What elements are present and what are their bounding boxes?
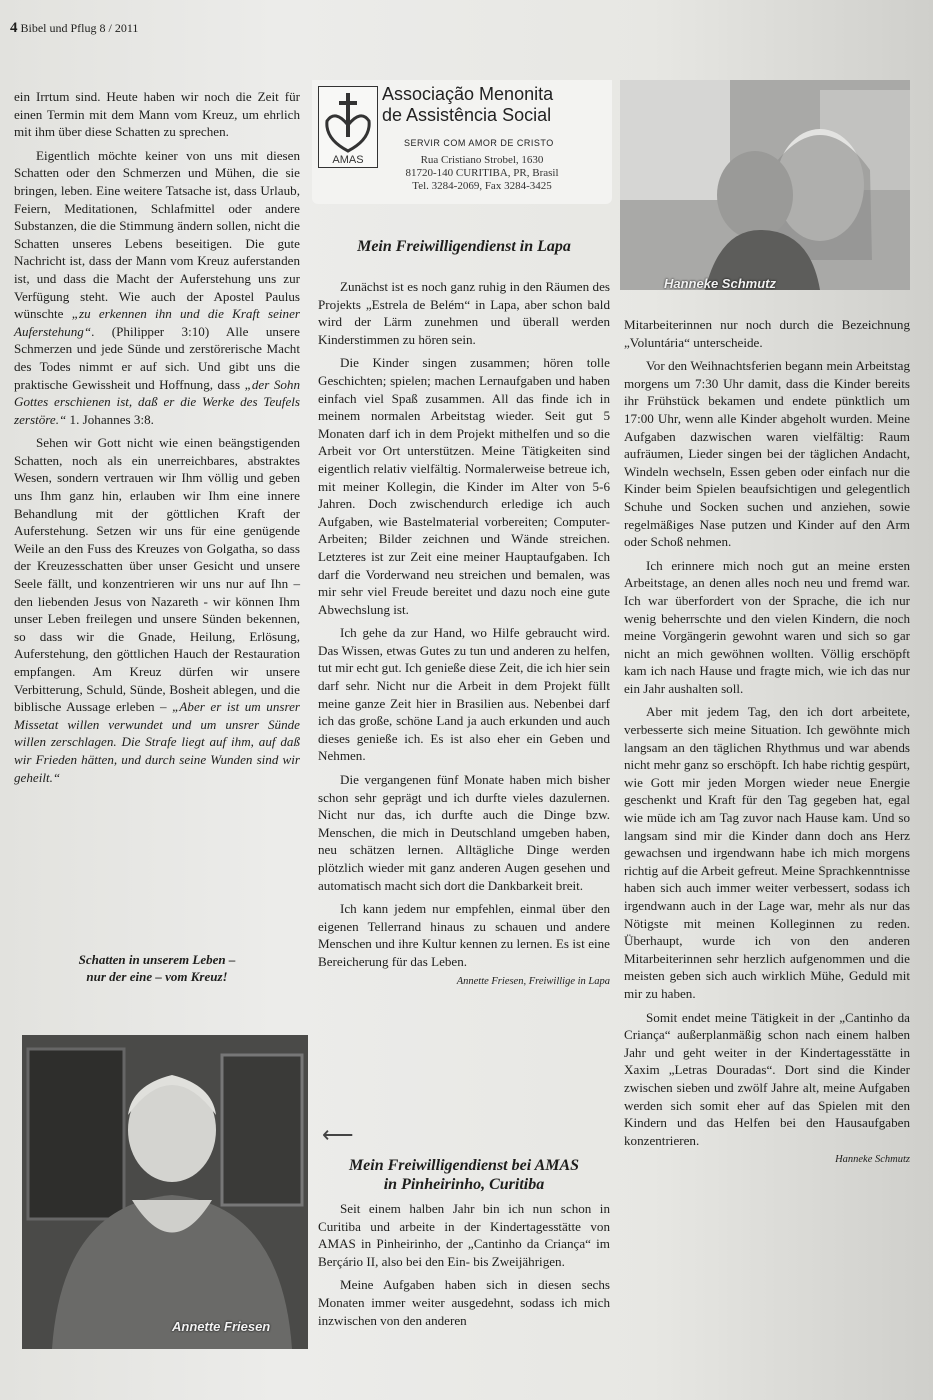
scripture-quote: „Aber er ist um unsrer Missetat willen verwundet und um unsrer Sünde willen zerschlagen. Die Strafe liegt auf ihm, auf daß wir Frieden hätten, und durch seine Wunden sind wir geheilt.“ [14,699,300,785]
paragraph: Zunächst ist es noch ganz ruhig in den Räumen des Projekts „Estrela de Belém“ in Lapa, aber schon bald wird der Lärm zunehmen und überall werden Kinderstimmen zu hören sein. [318,279,610,347]
organization-tagline: SERVIR COM AMOR DE CRISTO [404,138,554,148]
paragraph: Meine Aufgaben haben sich in diesen sechs Monaten immer weiter ausgedehnt, sodass ich mich inzwischen von den anderen [318,1277,610,1328]
arrow-icon: ⟵ [322,1122,354,1147]
paragraph: Eigentlich möchte keiner von uns mit diesen Schatten oder den Schmerzen und Mühen, die sie bringen, leben. Eine weitere Tatsache ist, dass Urlaub, Feiern, Meditationen, Schlafmittel oder andere Substanzen, die die Stimmung ändern sollen, nicht die Schatten unseres Lebens beseitigen. Die gute Nachricht ist, dass der Mann vom Kreuz auferstanden ist, und dass die Macht der Auferstehung uns zur Verfügung steht. Wie auch der Apostel Paulus wünschte „zu erkennen ihn und die Kraft seiner Auferstehung“. (Philipper 3:10) Alle unsere Schmerzen und jede Sünde und zerstörerische Macht des Todes nimmt er auf sich. Und gibt uns die praktische Gewissheit und Hoffnung, dass „der Sohn Gottes erschienen ist, daß er die Werke des Teufels zerstöre.“ 1. Johannes 3:8. [14,147,301,427]
publication-name: Bibel und Pflug 8 / 2011 [20,21,139,35]
paragraph: Mitarbeiterinnen nur noch durch die Bezeichnung „Voluntária“ unterscheide. [624,317,910,350]
paragraph: ein Irrtum sind. Heute haben wir noch die Zeit für einen Termin mit dem Mann vom Kreuz, um ehrlich mit ihm über diese Schatten zu sprechen. [14,89,300,140]
author-signature: Annette Friesen, Freiwillige in Lapa [456,975,610,987]
column-2-lower [318,1200,610,1329]
paragraph: Ich kann jedem nur empfehlen, einmal über den eigenen Tellerrand hinaus zu schauen und andere Menschen und ihre Kultur kennen zu lernen. Es ist eine Bereicherung für das Leben. [318,901,610,969]
organization-address: Rua Cristiano Strobel, 1630 81720-140 CURITIBA, PR, Brasil Tel. 3284-2069, Fax 3284-3425 [405,154,559,192]
paragraph: Seit einem halben Jahr bin ich nun schon in Curitiba und arbeite in der Kindertagesstätte von AMAS in Pinheirinho, der „Cantinho da Criança“ im Berçário II, also bei den Ein- bis Zweijährigen. [318,1201,610,1269]
photo-annette-friesen [22,1035,308,1349]
column-1 [14,88,300,786]
pull-quote: Schatten in unserem Leben – nur der eine – vom Kreuz! [78,952,236,984]
paragraph: Sehen wir Gott nicht wie einen beängstigenden Schatten, noch als ein unerreichbares, abstraktes Wesen, sondern vertrauen wir Ihm völlig und geben uns Ihm ganz hin, erlauben wir Ihm eine innere Behandlung mit der göttlichen Kraft der Auferstehung. Setzen wir uns für eine genügende Weile an den Fuss des Kreuzes von Golgatha, so dass der Kreuzesschatten über unser Gesicht und unsere Seele fällt, und konzentrieren wir uns nur auf Ihn – den liebenden Jesus von Nazareth - wir können Ihm unser Leben freilegen und unsere Sünden bekennen, so dass wir die Gnade, Heilung, Erlösung, Auferstehung, den göttlichen Hauch der Restauration empfangen. Am Kreuz dürfen wir unsere Verbitterung, Schuld, Sünde, Bosheit ablegen, und die biblische Aussage erleben – „Aber er ist um unsrer Missetat willen verwundet und um unsrer Sünde willen zerschlagen. Die Strafe liegt auf ihm, auf daß wir Frieden hätten, und durch seine Wunden sind wir geheilt.“ [14,435,300,785]
article-title-amas: Mein Freiwilligendienst bei AMAS in Pinheirinho, Curitiba [348,1157,580,1193]
paragraph: Die Kinder singen zusammen; hören tolle Geschichten; spielen; machen Lernaufgaben und haben einfach viel Spaß zusammen. All das finde ich in meinem normalen Arbeitstag wieder. Seit gut 5 Monaten darf ich in dem Projekt mithelfen und so die Arbeit vor Ort unterstützen. Meine Tätigkeiten sind eigentlich relativ vielfältig. Normalerweise betreue ich, mit meiner Kollegin, die Kinder im Alter von 5-6 Jahren. Doch zwischendurch erledige ich auch Aufgaben, wie Bastelmaterial vorbereiten; Computer-Arbeiten; Bilder zeichnen und Wände streichen. Letzteres ist zur Zeit eine meiner Hauptaufgaben. Ich darf die Vorderwand neu streichen und bemalen, was mir sehr viel Freude bereitet und dazu noch eine gute Abwechslung ist. [318,355,610,617]
page-header [10,20,138,37]
article-title-lapa: Mein Freiwilligendienst in Lapa [357,238,571,255]
author-signature: Hanneke Schmutz [835,1154,910,1166]
column-3 [624,316,910,1169]
svg-text:AMAS: AMAS [332,154,364,166]
paragraph: Vor den Weihnachtsferien begann mein Arbeitstag morgens um 7:30 Uhr damit, dass die Kinder bereits ihr Frühstück bekamen und endete pünktlich um 17:00 Uhr, wenn alle Kinder abgeholt wurden. Meine Aufgaben dazwischen waren vielfältig: Raum aufräumen, Lieder singen bei der täglichen Andacht, Windeln wechseln, Essen geben oder einfach nur die Kinder beim Spielen beaufsichtigen und gelegentlich Schuhe und Socken suchen und anziehen, sowie regelmäßiges Nase putzen und Kinder auf den Arm oder Schoß nehmen. [624,358,910,550]
paragraph: Die vergangenen fünf Monate haben mich bisher schon sehr geprägt und ich durfte vieles dazulernen. Nicht nur das, ich durfte auch die Dinge bzw. Menschen, die mich in Deutschland umgeben haben, neu schätzen lernen. Alltägliche Dinge werden plötzlich wieder mit ganz anderen Augen gesehen und automatisch macht sich dort die Dankbarkeit breit. [318,772,610,893]
paragraph: Ich erinnere mich noch gut an meine ersten Arbeitstage, an denen alles noch neu und fremd war. Ich war überfordert von der Sprache, die ich nur wenig beherrschte und den vielen Kindern, die noch meine Vorgängerin gewohnt waren und sich so gar nicht an mich gewöhnen wollten. Völlig erschöpft kam ich nach Hause und fragte mich, wie ich das nur ein Jahr aushalten soll. [624,557,910,696]
photo-caption: Annette Friesen [172,1319,271,1334]
column-2 [318,278,610,990]
photo-hanneke-schmutz [620,80,910,290]
paragraph: Ich gehe da zur Hand, wo Hilfe gebraucht wird. Das Wissen, etwas Gutes zu tun und anderen zu helfen, tut mir echt gut. Ich genieße diese Zeit, die ich hier sein darf sehr. Nicht nur die Arbeit in dem Projekt füllt meine ganze Zeit hier in Brasilien aus. Nebenbei darf ich das große, schöne Land ja auch erkunden und auch dieses genieße ich. Es ist also eher ein Geben und Nehmen. [318,625,610,764]
scripture-quote: „der Sohn Gottes erschienen ist, daß er die Werke des Teufels zerstöre.“ [14,376,301,427]
portrait-image [22,1035,308,1349]
organization-name: Associação Menonita de Assistência Social [382,84,554,125]
paragraph: Somit endet meine Tätigkeit in der „Cantinho da Criança“ außerplanmäßig schon nach einem halben Jahr und geht weiter in der Kindertagesstätte in Xaxim „Letras Douradas“. Dort sind die Kinder zwischen sieben und zwölf Jahre alt, meine Aufgaben werden sich somit eher auf das Spielen mit den Kindern und das Helfen bei den Hausaufgaben konzentrieren. [624,1009,910,1148]
page-number: 4 [10,20,18,36]
amas-logo-icon [318,86,378,168]
photo-caption: Hanneke Schmutz [664,276,776,290]
scripture-quote: „zu erkennen ihn und die Kraft seiner Auferstehung“ [14,306,300,339]
portrait-image [620,80,910,290]
paragraph: Aber mit jedem Tag, den ich dort arbeitete, verbesserte sich meine Situation. Ich gewöhnte mich langsam an den täglichen Rhythmus und war abends nicht mehr ganz so erschöpft. Ich habe richtig gespürt, wie Gott mir jeden Morgen wieder neue Energie geschenkt und Kraft für den Tag gegeben hat, egal wie müde ich am Tag zuvor nach Hause kam. Und so langsam sind mir die Kinder dann doch ans Herz gewachsen und irgendwann habe ich mich morgens richtig auf die Arbeit gefreut. Meine Sprachkenntnisse haben sich auch immer weiter verbessert, sodass ich irgendwann auch in der Lage war, mehr als nur das Nötigste mit meinen Kolleginnen zu reden. Überhaupt, wurde ich von den anderen Mitarbeiterinnen sehr herzlich aufgenommen und die meisten geben sich auch wirklich Mühe, Geduld mit mir zu haben. [624,704,910,1001]
